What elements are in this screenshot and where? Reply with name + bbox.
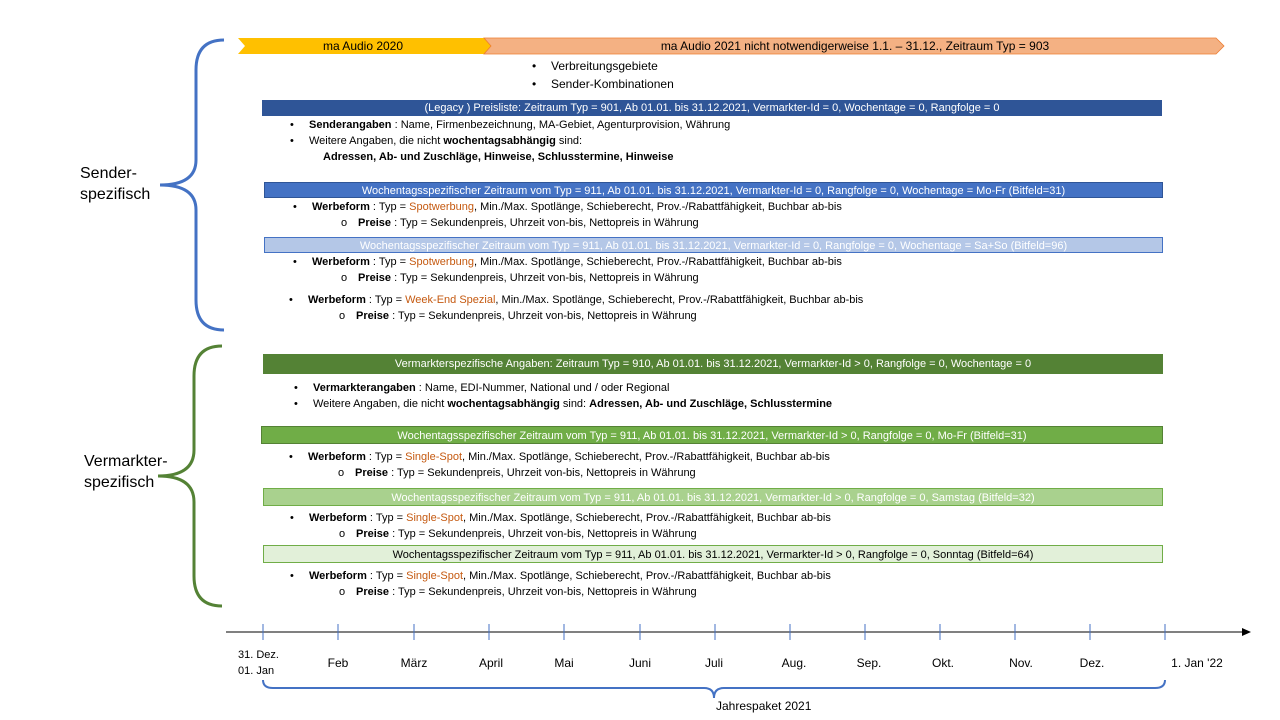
sender-werbeform-3: • Werbeform : Typ = Week-End Spezial, Min./Max. Spotlänge, Schieberecht, Prov.-/Rabattfähigkeit, Buchbar ab-bis — [289, 294, 864, 306]
vermarkter-preise-2: o Preise : Typ = Sekundenpreis, Uhrzeit von-bis, Nettopreis in Währung — [339, 528, 697, 540]
vermarkter-preise-3: o Preise : Typ = Sekundenpreis, Uhrzeit von-bis, Nettopreis in Währung — [339, 586, 697, 598]
sender-brace — [160, 40, 224, 330]
sender-preise-2: o Preise : Typ = Sekundenpreis, Uhrzeit von-bis, Nettopreis in Währung — [341, 272, 699, 284]
month-maerz: März — [400, 656, 428, 670]
ma2020-label: ma Audio 2020 — [322, 39, 404, 53]
month-juni: Juni — [628, 656, 651, 670]
vermarkter-preise-1: o Preise : Typ = Sekundenpreis, Uhrzeit von-bis, Nettopreis in Währung — [338, 467, 696, 479]
jahrespaket-brace — [263, 680, 1165, 698]
month-sep: Sep. — [856, 656, 882, 670]
sender-werbeform-1: • Werbeform : Typ = Spotwerbung, Min./Max. Spotlänge, Schieberecht, Prov.-/Rabattfähigkeit, Buchbar ab-bis — [293, 201, 842, 213]
ma2021-label: ma Audio 2021 nicht notwendigerweise 1.1. – 31.12., Zeitraum Typ = 903 — [660, 39, 1050, 53]
month-aug: Aug. — [781, 656, 807, 670]
sender-preise-1: o Preise : Typ = Sekundenpreis, Uhrzeit von-bis, Nettopreis in Währung — [341, 217, 699, 229]
sender-preise-3: o Preise : Typ = Sekundenpreis, Uhrzeit von-bis, Nettopreis in Währung — [339, 310, 697, 322]
vermarkter-label: Vermarkter- spezifisch — [84, 453, 168, 491]
vermarkter-mofr-bar: Wochentagsspezifischer Zeitraum vom Typ = 911, Ab 01.01. bis 31.12.2021, Vermarkter-Id > 0, Rangfolge = 0, Mo-Fr (Bitfeld=31) — [261, 426, 1163, 444]
timeline-start-label-1: 31. Dez. — [238, 649, 279, 661]
month-jan22: 1. Jan '22 — [1171, 656, 1223, 670]
senderangaben-bullet: • Senderangaben : Name, Firmenbezeichnung, MA-Gebiet, Agenturprovision, Währung — [290, 119, 731, 131]
vermarkter-so-bar: Wochentagsspezifischer Zeitraum vom Typ = 911, Ab 01.01. bis 31.12.2021, Vermarkter-Id > 0, Rangfolge = 0, Sonntag (Bitfeld=64) — [263, 545, 1163, 563]
timeline-arrowhead — [1242, 628, 1251, 636]
month-juli: Juli — [704, 656, 723, 670]
vermarkter-brace — [158, 346, 222, 606]
top-bullet-2: • Sender-Kombinationen — [532, 77, 674, 91]
sender-mofr-bar: Wochentagsspezifischer Zeitraum vom Typ = 911, Ab 01.01. bis 31.12.2021, Vermarkter-Id = 0, Rangfolge = 0, Wochentage = Mo-Fr (Bitfeld=31) — [264, 182, 1163, 198]
month-april: April — [478, 656, 503, 670]
vermarkter-werbeform-3: • Werbeform : Typ = Single-Spot, Min./Max. Spotlänge, Schieberecht, Prov.-/Rabattfähigkeit, Buchbar ab-bis — [290, 570, 831, 582]
vermarkter-main-bar: Vermarkterspezifische Angaben: Zeitraum Typ = 910, Ab 01.01. bis 31.12.2021, Vermarkter-Id > 0, Rangfolge = 0, Wochentage = 0 — [263, 354, 1163, 374]
month-mai: Mai — [554, 656, 574, 670]
sender-label: Sender- spezifisch — [80, 165, 151, 203]
vermarkter-weitere-bullet: • Weitere Angaben, die nicht wochentagsabhängig sind: Adressen, Ab- und Zuschläge, Schlusstermine — [294, 398, 833, 410]
vermarkter-werbeform-2: • Werbeform : Typ = Single-Spot, Min./Max. Spotlänge, Schieberecht, Prov.-/Rabattfähigkeit, Buchbar ab-bis — [290, 512, 831, 524]
legacy-pricelist-bar: (Legacy ) Preisliste: Zeitraum Typ = 901, Ab 01.01. bis 31.12.2021, Vermarkter-Id = 0, Wochentage = 0, Rangfolge = 0 — [262, 100, 1162, 116]
month-feb: Feb — [327, 656, 349, 670]
timeline-start-label-2: 01. Jan — [238, 665, 275, 677]
vermarkterangaben-bullet: • Vermarkterangaben : Name, EDI-Nummer, National und / oder Regional — [294, 382, 670, 394]
sender-werbeform-2: • Werbeform : Typ = Spotwerbung, Min./Max. Spotlänge, Schieberecht, Prov.-/Rabattfähigkeit, Buchbar ab-bis — [293, 256, 842, 268]
top-bullet-1: • Verbreitungsgebiete — [532, 59, 658, 73]
sender-weitere-list: Adressen, Ab- und Zuschläge, Hinweise, Schlusstermine, Hinweise — [323, 151, 674, 163]
sender-weitere-bullet: • Weitere Angaben, die nicht wochentagsabhängig sind: — [290, 135, 583, 147]
vermarkter-sa-bar: Wochentagsspezifischer Zeitraum vom Typ = 911, Ab 01.01. bis 31.12.2021, Vermarkter-Id > 0, Rangfolge = 0, Samstag (Bitfeld=32) — [263, 488, 1163, 506]
sender-saso-bar: Wochentagsspezifischer Zeitraum vom Typ = 911, Ab 01.01. bis 31.12.2021, Vermarkter-Id = 0, Rangfolge = 0, Wochentage = Sa+So (Bitfeld=96) — [264, 237, 1163, 253]
vermarkter-werbeform-1: • Werbeform : Typ = Single-Spot, Min./Max. Spotlänge, Schieberecht, Prov.-/Rabattfähigkeit, Buchbar ab-bis — [289, 451, 830, 463]
jahrespaket-label: Jahrespaket 2021 — [716, 699, 812, 713]
month-okt: Okt. — [931, 656, 954, 670]
month-dez: Dez. — [1079, 656, 1105, 670]
month-nov: Nov. — [1009, 656, 1033, 670]
